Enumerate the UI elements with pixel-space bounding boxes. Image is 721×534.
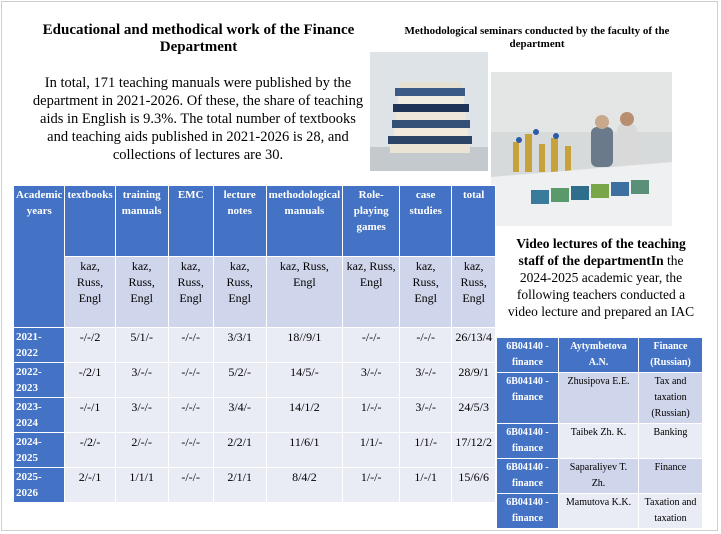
table-cell: 1/-/- <box>343 398 400 433</box>
table-row <box>497 459 703 494</box>
table-cell: 3/3/1 <box>213 328 266 363</box>
col-header-emc: EMC <box>168 186 213 257</box>
year-cell: 2023-2024 <box>14 398 65 433</box>
col-header-years: Academic years <box>14 186 65 328</box>
table-cell: 1/1/- <box>343 433 400 468</box>
table-row <box>14 468 496 503</box>
language-subheader: kaz, Russ, Engl <box>343 257 400 328</box>
table-row <box>14 398 496 433</box>
language-subheader: kaz, Russ, Engl <box>115 257 168 328</box>
table-cell: 3/-/- <box>400 398 452 433</box>
table-cell: -/-/- <box>168 468 213 503</box>
program-code-cell: 6B04140 - finance <box>497 338 559 373</box>
subject-cell: Tax and taxation (Russian) <box>639 373 703 424</box>
col-header-textbooks: textbooks <box>65 186 115 257</box>
publications-table <box>13 185 496 503</box>
table-cell: -/-/- <box>168 433 213 468</box>
table-row <box>14 363 496 398</box>
table-cell: 24/5/3 <box>452 398 496 433</box>
table-cell: 14/1/2 <box>266 398 343 433</box>
subject-cell: Banking <box>639 424 703 459</box>
col-header-lecture-notes: lecture notes <box>213 186 266 257</box>
table-row <box>14 433 496 468</box>
table-cell: -/-/- <box>343 328 400 363</box>
teacher-name-cell: Zhusipova E.E. <box>559 373 639 424</box>
table-cell: 1/-/1 <box>400 468 452 503</box>
table-cell: 15/6/6 <box>452 468 496 503</box>
table-cell: -/-/- <box>168 398 213 433</box>
col-header-role-playing-games: Role-playing games <box>343 186 400 257</box>
video-lectures-table <box>496 337 703 529</box>
language-subheader: kaz, Russ, Engl <box>266 257 343 328</box>
table-cell: 18//9/1 <box>266 328 343 363</box>
subject-cell: Finance <box>639 459 703 494</box>
teacher-name-cell: Taibek Zh. K. <box>559 424 639 459</box>
table-cell: 2/2/1 <box>213 433 266 468</box>
table-cell: 3/-/- <box>115 363 168 398</box>
table-cell: 11/6/1 <box>266 433 343 468</box>
books-image <box>370 52 488 171</box>
program-code-cell: 6B04140 - finance <box>497 494 559 529</box>
teacher-name-cell: Aytymbetova A.N. <box>559 338 639 373</box>
table-header-row <box>14 186 496 257</box>
table-cell: 14/5/- <box>266 363 343 398</box>
table-cell: 17/12/2 <box>452 433 496 468</box>
table-cell: 2/1/1 <box>213 468 266 503</box>
table-cell: 3/-/- <box>400 363 452 398</box>
table-cell: 2/-/- <box>115 433 168 468</box>
table-cell: 1/-/- <box>343 468 400 503</box>
language-subheader: kaz, Russ, Engl <box>452 257 496 328</box>
year-cell: 2021-2022 <box>14 328 65 363</box>
col-header-case-studies: case studies <box>400 186 452 257</box>
video-lectures-body: the 2024-2025 academic year, the following teachers conducted a video lecture and prepared an IAC <box>507 253 695 319</box>
table-row <box>497 373 703 424</box>
subject-cell: Taxation and taxation <box>639 494 703 529</box>
seminar-title: Methodological seminars conducted by the faculty of the department <box>404 25 670 50</box>
table-cell: 5/1/- <box>115 328 168 363</box>
year-cell: 2025-2026 <box>14 468 65 503</box>
video-lectures-heading: Video lectures of the teaching staff of the departmentIn <box>516 236 686 268</box>
table-cell: -/2/- <box>65 433 115 468</box>
table-cell: 3/-/- <box>115 398 168 433</box>
table-cell: -/2/1 <box>65 363 115 398</box>
program-code-cell: 6B04140 - finance <box>497 373 559 424</box>
year-cell: 2022-2023 <box>14 363 65 398</box>
table-cell: -/-/- <box>168 363 213 398</box>
table-cell: 26/13/4 <box>452 328 496 363</box>
language-subheader-row <box>14 257 496 328</box>
table-cell: 5/2/- <box>213 363 266 398</box>
table-cell: -/-/- <box>168 328 213 363</box>
table-cell: 1/1/1 <box>115 468 168 503</box>
language-subheader: kaz, Russ, Engl <box>168 257 213 328</box>
table-row <box>497 494 703 529</box>
teacher-name-cell: Saparaliyev T. Zh. <box>559 459 639 494</box>
program-code-cell: 6B04140 - finance <box>497 459 559 494</box>
year-cell: 2024-2025 <box>14 433 65 468</box>
table-cell: 28/9/1 <box>452 363 496 398</box>
table-cell: 3/-/- <box>343 363 400 398</box>
seminar-photo <box>491 72 672 226</box>
intro-paragraph: In total, 171 teaching manuals were published by the department in 2021-2026. Of these, the share of teaching aids in English is 9.3%. The total number of textbooks and teaching aids published in 2021-2026 is 28, and collections of lectures are 30. <box>32 75 364 163</box>
video-lectures-text <box>503 235 699 320</box>
col-header-training-manuals: training manuals <box>115 186 168 257</box>
table-cell: 2/-/1 <box>65 468 115 503</box>
col-header-total: total <box>452 186 496 257</box>
language-subheader: kaz, Russ, Engl <box>65 257 115 328</box>
table-cell: -/-/- <box>400 328 452 363</box>
program-code-cell: 6B04140 - finance <box>497 424 559 459</box>
table-cell: 3/4/- <box>213 398 266 433</box>
table-row <box>14 328 496 363</box>
subject-cell: Finance (Russian) <box>639 338 703 373</box>
iac-header-row <box>497 338 703 373</box>
table-cell: 1/1/- <box>400 433 452 468</box>
col-header-methodological-manuals: methodological manuals <box>266 186 343 257</box>
table-row <box>497 424 703 459</box>
teacher-name-cell: Mamutova K.K. <box>559 494 639 529</box>
page-title: Educational and methodical work of the Finance Department <box>42 22 355 55</box>
language-subheader: kaz, Russ, Engl <box>400 257 452 328</box>
table-cell: -/-/1 <box>65 398 115 433</box>
table-cell: 8/4/2 <box>266 468 343 503</box>
table-cell: -/-/2 <box>65 328 115 363</box>
language-subheader: kaz, Russ, Engl <box>213 257 266 328</box>
